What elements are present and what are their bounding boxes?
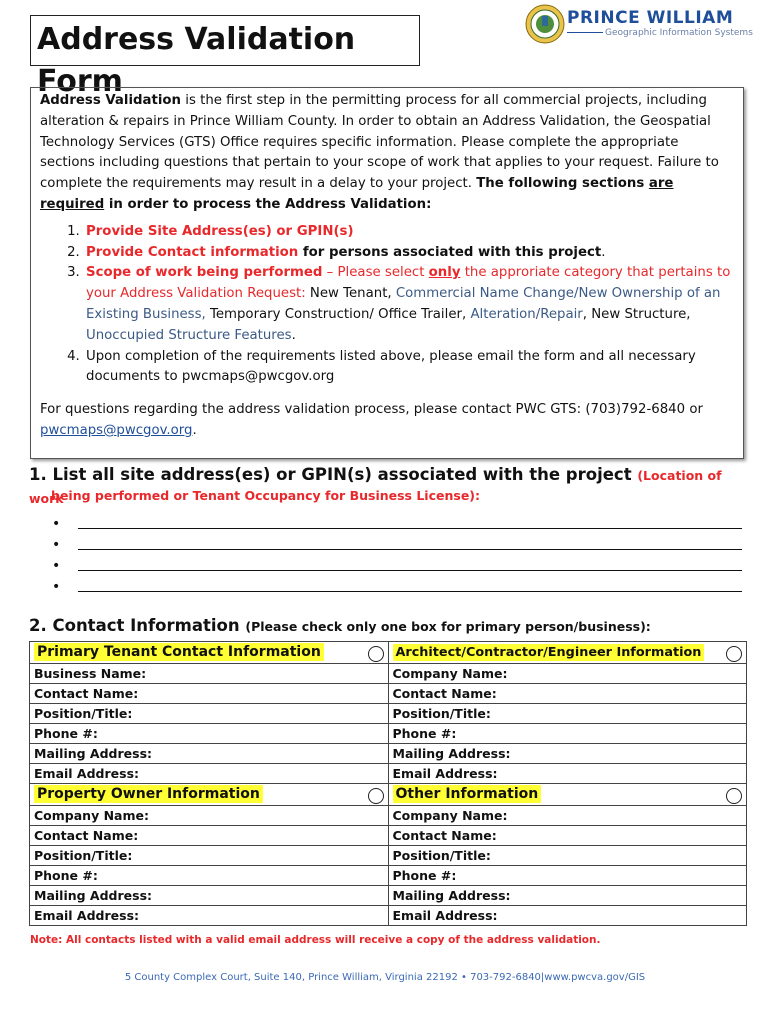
intro-required: are required	[40, 176, 674, 212]
section-2-heading	[29, 616, 651, 635]
requirement-2-end: .	[601, 244, 606, 260]
address-list	[52, 514, 742, 598]
email-address-field[interactable]: Email Address:	[388, 764, 747, 784]
page-title: Address Validation Form	[37, 22, 356, 99]
contact-text: For questions regarding the address validation process, please contact PWC GTS: (703)792-6840 or	[40, 402, 703, 418]
contact-table	[29, 641, 747, 926]
mailing-address-field[interactable]: Mailing Address:	[388, 744, 747, 764]
contact-question	[40, 400, 735, 442]
phone-field[interactable]: Phone #:	[30, 724, 389, 744]
contact-name-field[interactable]: Contact Name:	[30, 826, 389, 846]
property-owner-radio[interactable]	[368, 788, 384, 804]
requirement-2-red: Provide Contact information	[86, 244, 299, 260]
position-field[interactable]: Position/Title:	[388, 846, 747, 866]
intro-bold: Address Validation	[40, 93, 182, 108]
requirement-item	[84, 222, 735, 243]
section-2-title: 2. Contact Information	[29, 616, 246, 635]
bullet-icon: •	[52, 516, 61, 532]
requirement-item	[84, 347, 735, 389]
bullet-icon: •	[52, 537, 61, 553]
category-new-structure: , New Structure,	[582, 306, 691, 322]
pwc-logo	[525, 2, 753, 46]
logo-brand: PRINCE WILLIAM	[567, 8, 734, 28]
mailing-address-field[interactable]: Mailing Address:	[30, 744, 389, 764]
address-line[interactable]	[52, 577, 742, 598]
email-address-field[interactable]: Email Address:	[30, 906, 389, 926]
intro-paragraph	[40, 91, 735, 216]
phone-field[interactable]: Phone #:	[388, 724, 747, 744]
logo-subtitle: Geographic Information Systems	[605, 28, 753, 38]
contact-name-field[interactable]: Contact Name:	[388, 826, 747, 846]
address-input-line[interactable]	[78, 549, 742, 550]
architect-radio[interactable]	[726, 646, 742, 662]
category-alteration: Alteration/Repair	[470, 306, 583, 322]
other-radio[interactable]	[726, 788, 742, 804]
property-owner-title: Property Owner Information	[34, 785, 263, 803]
intro-required-lead: The following sections	[476, 176, 649, 192]
position-field[interactable]: Position/Title:	[388, 704, 747, 724]
position-field[interactable]: Position/Title:	[30, 704, 389, 724]
bullet-icon: •	[52, 558, 61, 574]
phone-field[interactable]: Phone #:	[388, 866, 747, 886]
requirement-1: Provide Site Address(es) or GPIN(s)	[86, 223, 354, 239]
phone-field[interactable]: Phone #:	[30, 866, 389, 886]
property-owner-header	[30, 784, 389, 806]
requirement-3-dash: – Please select	[322, 265, 429, 281]
primary-tenant-header	[30, 642, 389, 664]
section-1-heading	[29, 464, 749, 510]
category-temp-construction: Temporary Construction/ Office Trailer,	[205, 306, 471, 322]
title-box	[30, 15, 420, 99]
footer-address: 5 County Complex Court, Suite 140, Prince William, Virginia 22192 • 703-792-6840|www.pwcva.gov/GIS	[124, 972, 646, 983]
mailing-address-field[interactable]: Mailing Address:	[388, 886, 747, 906]
other-title: Other Information	[393, 785, 542, 803]
bullet-icon: •	[52, 579, 61, 595]
intro-text: is the first step in the permitting process for all commercial projects, including alteration & repairs in Prince William County. In order to obtain an Address Validation, the Geospatial Technology Services (GTS) Office requires specific information. Please complete the appropriate sections including questions that pertain to your scope of work that applies to your request. Failure to complete the requirements may result in a delay to your project.	[40, 93, 719, 192]
requirement-3-after: the approriate category that pertains to your Address Validation Request:	[86, 265, 731, 302]
email-address-field[interactable]: Email Address:	[30, 764, 389, 784]
mailing-address-field[interactable]: Mailing Address:	[30, 886, 389, 906]
contact-end: .	[192, 422, 197, 438]
requirement-3-only: only	[428, 265, 461, 281]
section-2-note: (Please check only one box for primary person/business):	[245, 619, 651, 634]
address-line[interactable]	[52, 535, 742, 556]
requirement-3-red: Scope of work being performed	[86, 265, 323, 281]
requirement-4: Upon completion of the requirements listed above, please email the form and all necessary documents to pwcmaps@pwcgov.org	[86, 348, 696, 385]
business-name-field[interactable]: Business Name:	[30, 664, 389, 684]
email-address-field[interactable]: Email Address:	[388, 906, 747, 926]
address-line[interactable]	[52, 514, 742, 535]
category-new-tenant: New Tenant,	[305, 286, 396, 302]
requirement-item	[84, 263, 735, 346]
contact-email-link[interactable]: pwcmaps@pwcgov.org	[40, 422, 193, 438]
primary-tenant-radio[interactable]	[368, 646, 384, 662]
category-name-change: Commercial Name Change/New Ownership of an Existing Business,	[86, 286, 721, 322]
contact-name-field[interactable]: Contact Name:	[388, 684, 747, 704]
requirement-2-rest: for persons associated with this project	[298, 244, 602, 260]
section-1-note: (Location of work	[29, 468, 722, 506]
company-name-field[interactable]: Company Name:	[388, 664, 747, 684]
contact-name-field[interactable]: Contact Name:	[30, 684, 389, 704]
requirement-3-end: .	[291, 327, 296, 343]
address-line[interactable]	[52, 556, 742, 577]
address-input-line[interactable]	[78, 528, 742, 529]
company-name-field[interactable]: Company Name:	[30, 806, 389, 826]
intro-box	[30, 87, 744, 459]
address-input-line[interactable]	[78, 570, 742, 571]
footnote: Note: All contacts listed with a valid email address will receive a copy of the address validation.	[30, 934, 601, 946]
intro-required-tail: in order to process the Address Validation:	[104, 196, 432, 212]
requirement-item	[84, 243, 735, 264]
position-field[interactable]: Position/Title:	[30, 846, 389, 866]
section-1-title: 1. List all site address(es) or GPIN(s) associated with the project	[29, 465, 638, 484]
other-header	[388, 784, 747, 806]
category-unoccupied: Unoccupied Structure Features	[86, 327, 292, 343]
county-seal-icon	[525, 2, 565, 46]
address-input-line[interactable]	[78, 591, 742, 592]
company-name-field[interactable]: Company Name:	[388, 806, 747, 826]
requirements-list	[40, 222, 735, 388]
primary-tenant-title: Primary Tenant Contact Information	[34, 643, 324, 661]
architect-header	[388, 642, 747, 664]
section-1-note-2: being performed or Tenant Occupancy for Business License):	[51, 488, 481, 503]
architect-title: Architect/Contractor/Engineer Information	[393, 644, 705, 661]
